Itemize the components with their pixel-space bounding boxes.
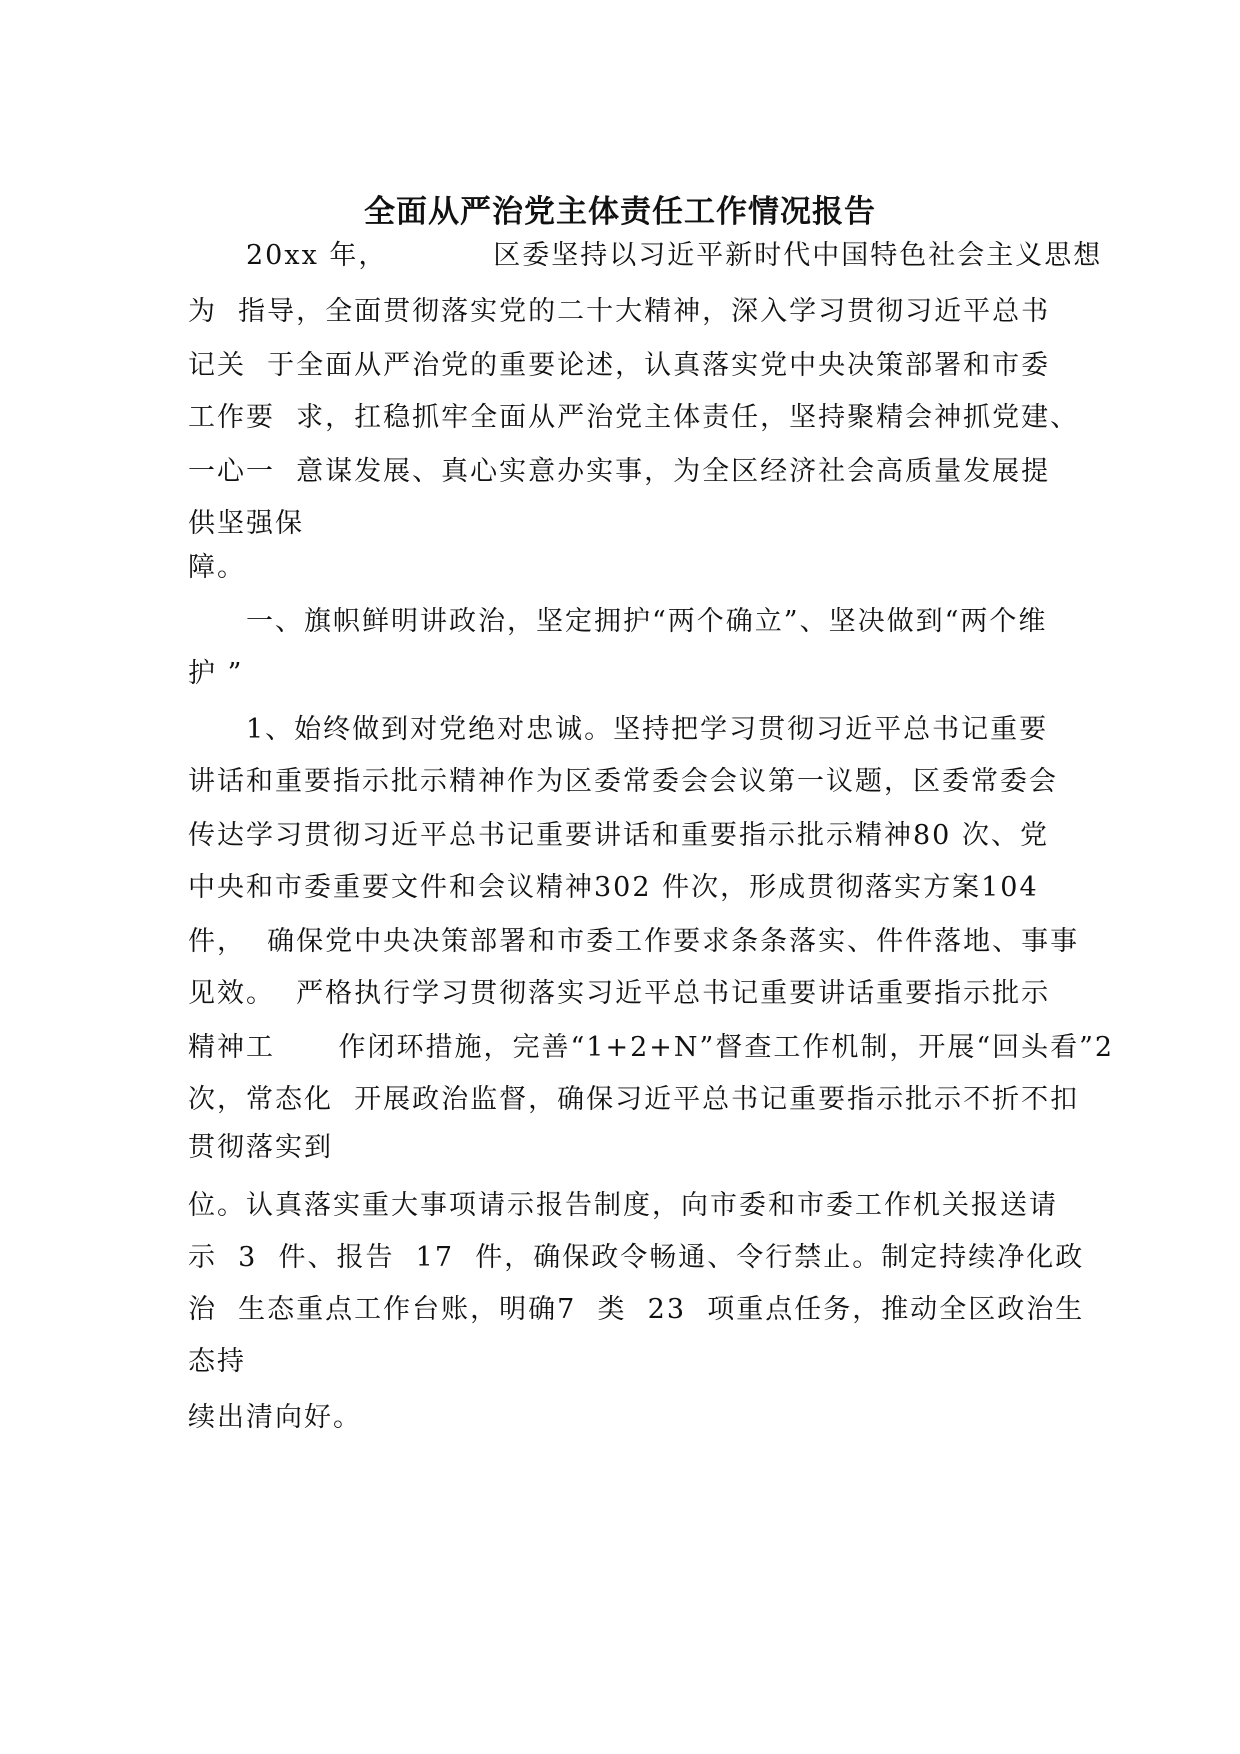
- body-line: 障。: [188, 552, 246, 583]
- body-line: 一、旗帜鲜明讲政治，坚定拥护“两个确立”、坚决做到“两个维: [246, 606, 1048, 637]
- body-line: 记关 于全面从严治党的重要论述，认真落实党中央决策部署和市委: [188, 350, 1051, 381]
- body-line: 贯彻落实到: [188, 1132, 333, 1163]
- body-line: 次，常态化 开展政治监督，确保习近平总书记重要指示批示不折不扣: [188, 1084, 1080, 1115]
- body-line: 工作要 求，扛稳抓牢全面从严治党主体责任，坚持聚精会神抓党建、: [188, 402, 1080, 433]
- body-line: 讲话和重要指示批示精神作为区委常委会会议第一议题，区委常委会: [188, 766, 1058, 797]
- body-line: 示 3 件、报告 17 件，确保政令畅通、令行禁止。制定持续净化政: [188, 1242, 1085, 1273]
- body-line: 见效。 严格执行学习贯彻落实习近平总书记重要讲话重要指示批示: [188, 978, 1051, 1009]
- body-line: 治 生态重点工作台账，明确7 类 23 项重点任务，推动全区政治生: [188, 1294, 1085, 1325]
- body-line: 续出清向好。: [188, 1402, 362, 1433]
- document-title: 全面从严治党主体责任工作情况报告: [364, 194, 876, 230]
- body-line: 为 指导，全面贯彻落实党的二十大精神，深入学习贯彻习近平总书: [188, 296, 1051, 327]
- body-line: 一心一 意谋发展、真心实意办实事，为全区经济社会高质量发展提: [188, 456, 1051, 487]
- body-line: 护 ”: [188, 658, 244, 689]
- body-line: 传达学习贯彻习近平总书记重要讲话和重要指示批示精神80 次、党: [188, 820, 1049, 851]
- body-line: 中央和市委重要文件和会议精神302 件次，形成贯彻落实方案104: [188, 872, 1039, 903]
- body-line: 20xx 年， 区委坚持以习近平新时代中国特色社会主义思想: [246, 240, 1103, 271]
- body-line: 态持: [188, 1346, 246, 1377]
- body-line: 精神工 作闭环措施，完善“1+2+N”督查工作机制，开展“回头看”2: [188, 1032, 1115, 1063]
- body-line: 件， 确保党中央决策部署和市委工作要求条条落实、件件落地、事事: [188, 926, 1080, 957]
- body-line: 供坚强保: [188, 508, 304, 539]
- body-line: 位。认真落实重大事项请示报告制度，向市委和市委工作机关报送请: [188, 1190, 1058, 1221]
- body-line: 1、始终做到对党绝对忠诚。坚持把学习贯彻习近平总书记重要: [246, 714, 1049, 745]
